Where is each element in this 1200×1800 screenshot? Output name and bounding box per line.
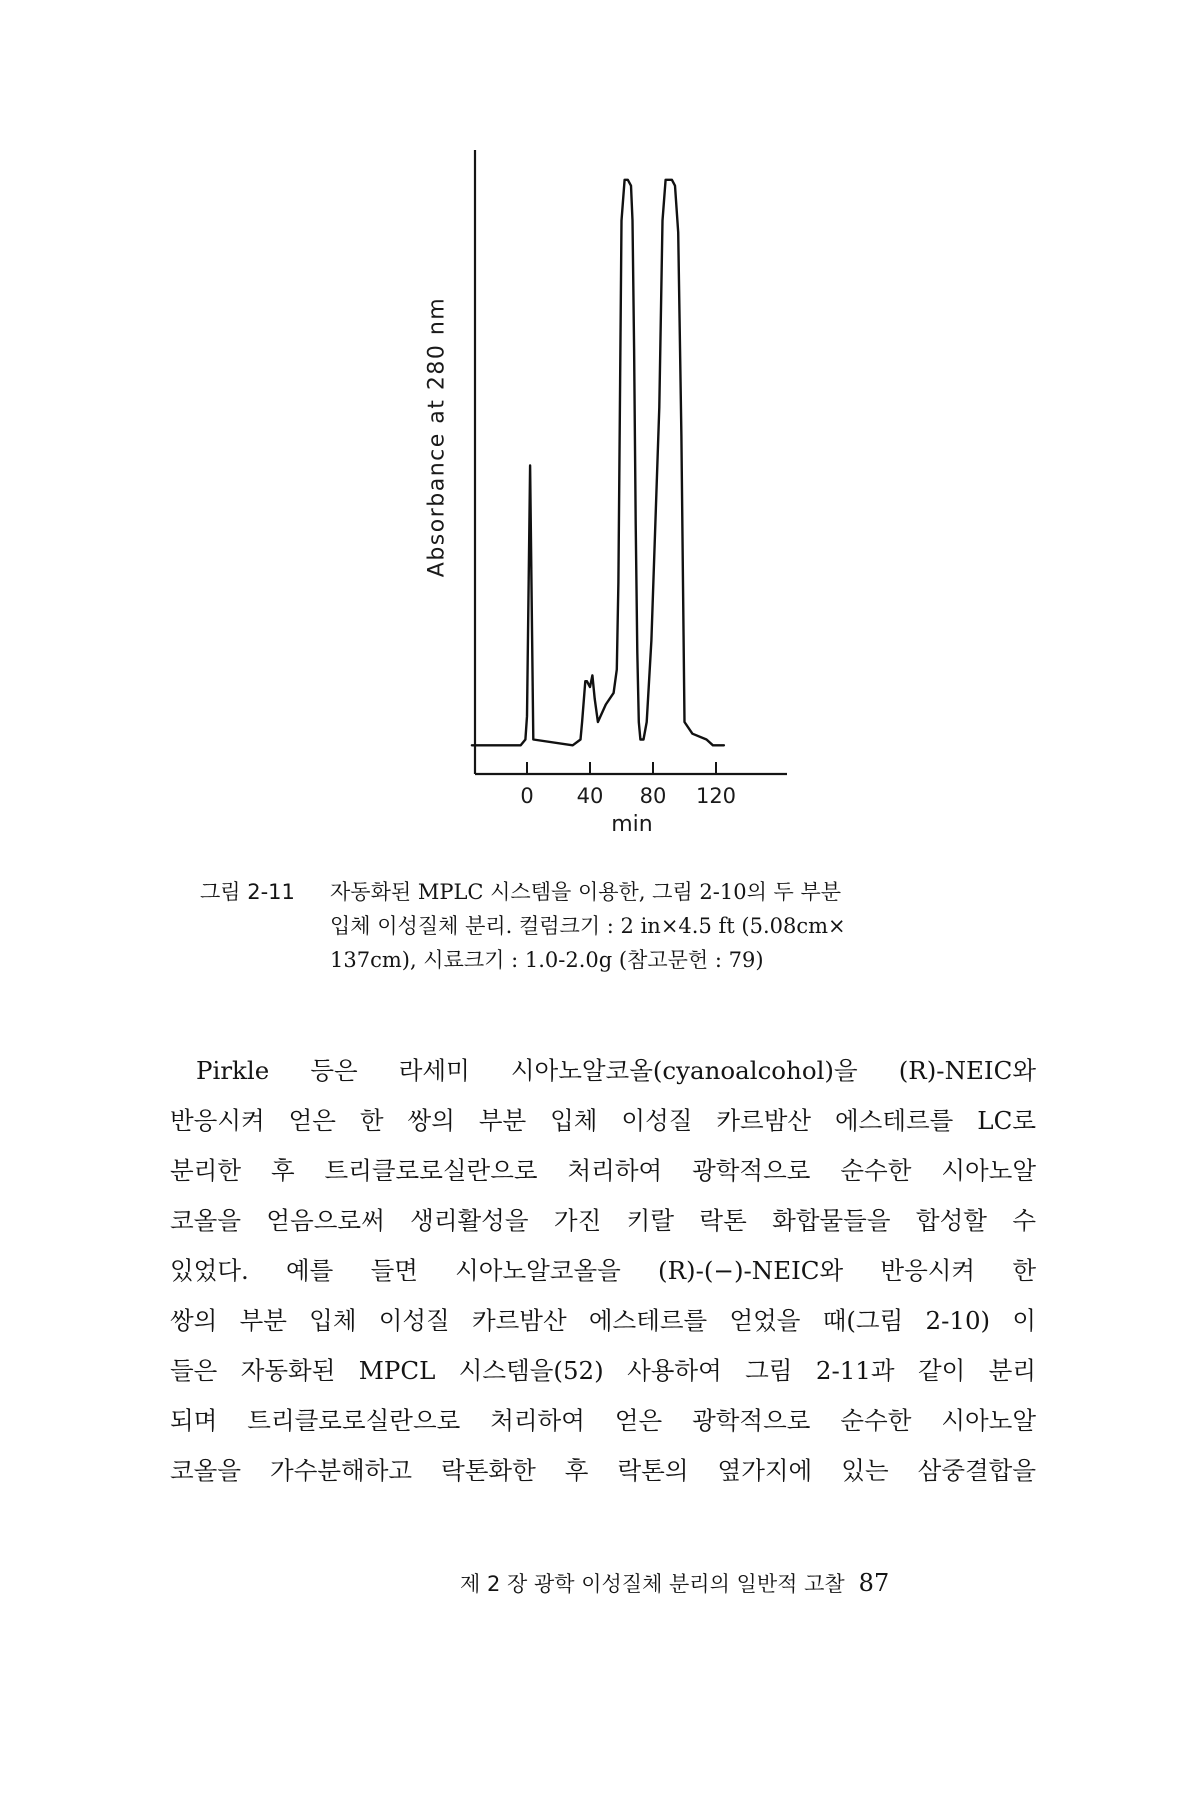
chromatogram-trace [472, 180, 724, 746]
x-tick-label-40: 40 [576, 784, 604, 808]
paragraph-line: 반응시켜 얻은 한 쌍의 부분 입체 이성질 카르밤산 에스테르를 LC로 [170, 1106, 1036, 1135]
page-number: 87 [858, 1569, 890, 1597]
caption-line: 자동화된 MPLC 시스템을 이용한, 그림 2-10의 두 부분 [330, 880, 842, 904]
paragraph-line: 분리한 후 트리클로로실란으로 처리하여 광학적으로 순수한 시아노알 [170, 1156, 1036, 1185]
paragraph-line: 되며 트리클로로실란으로 처리하여 얻은 광학적으로 순수한 시아노알 [170, 1406, 1036, 1435]
x-axis-label: min [611, 812, 653, 837]
paragraph-line: 쌍의 부분 입체 이성질 카르밤산 에스테르를 얻었을 때(그림 2-10) 이 [170, 1306, 1036, 1335]
y-axis-label-text: Absorbance at 280 nm [424, 296, 450, 578]
x-tick-label-80: 80 [639, 784, 667, 808]
paragraph-line: 코올을 가수분해하고 락톤화한 후 락톤의 옆가지에 있는 삼중결합을 [170, 1456, 1036, 1485]
caption-number: 그림 2-11 [200, 880, 295, 904]
page-footer [460, 1568, 889, 1598]
x-tick-label-120: 120 [695, 784, 737, 808]
running-footer-title: 제 2 장 광학 이성질체 분리의 일반적 고찰 [460, 1572, 845, 1596]
x-tick-label-0: 0 [520, 784, 534, 808]
paragraph-line: Pirkle 등은 라세미 시아노알코올(cyanoalcohol)을 (R)-NEIC와 [196, 1056, 1036, 1085]
caption-line: 입체 이성질체 분리. 컬럼크기 : 2 in×4.5 ft (5.08cm× [330, 914, 846, 938]
paragraph-line: 코올을 얻음으로써 생리활성을 가진 키랄 락톤 화합물들을 합성할 수 [170, 1206, 1036, 1235]
paragraph-line: 들은 자동화된 MPCL 시스템을(52) 사용하여 그림 2-11과 같이 분리 [170, 1356, 1036, 1385]
caption-line: 137cm), 시료크기 : 1.0-2.0g (참고문헌 : 79) [330, 948, 764, 972]
paragraph-line: 있었다. 예를 들면 시아노알코올을 (R)-(−)-NEIC와 반응시켜 한 [170, 1256, 1036, 1285]
